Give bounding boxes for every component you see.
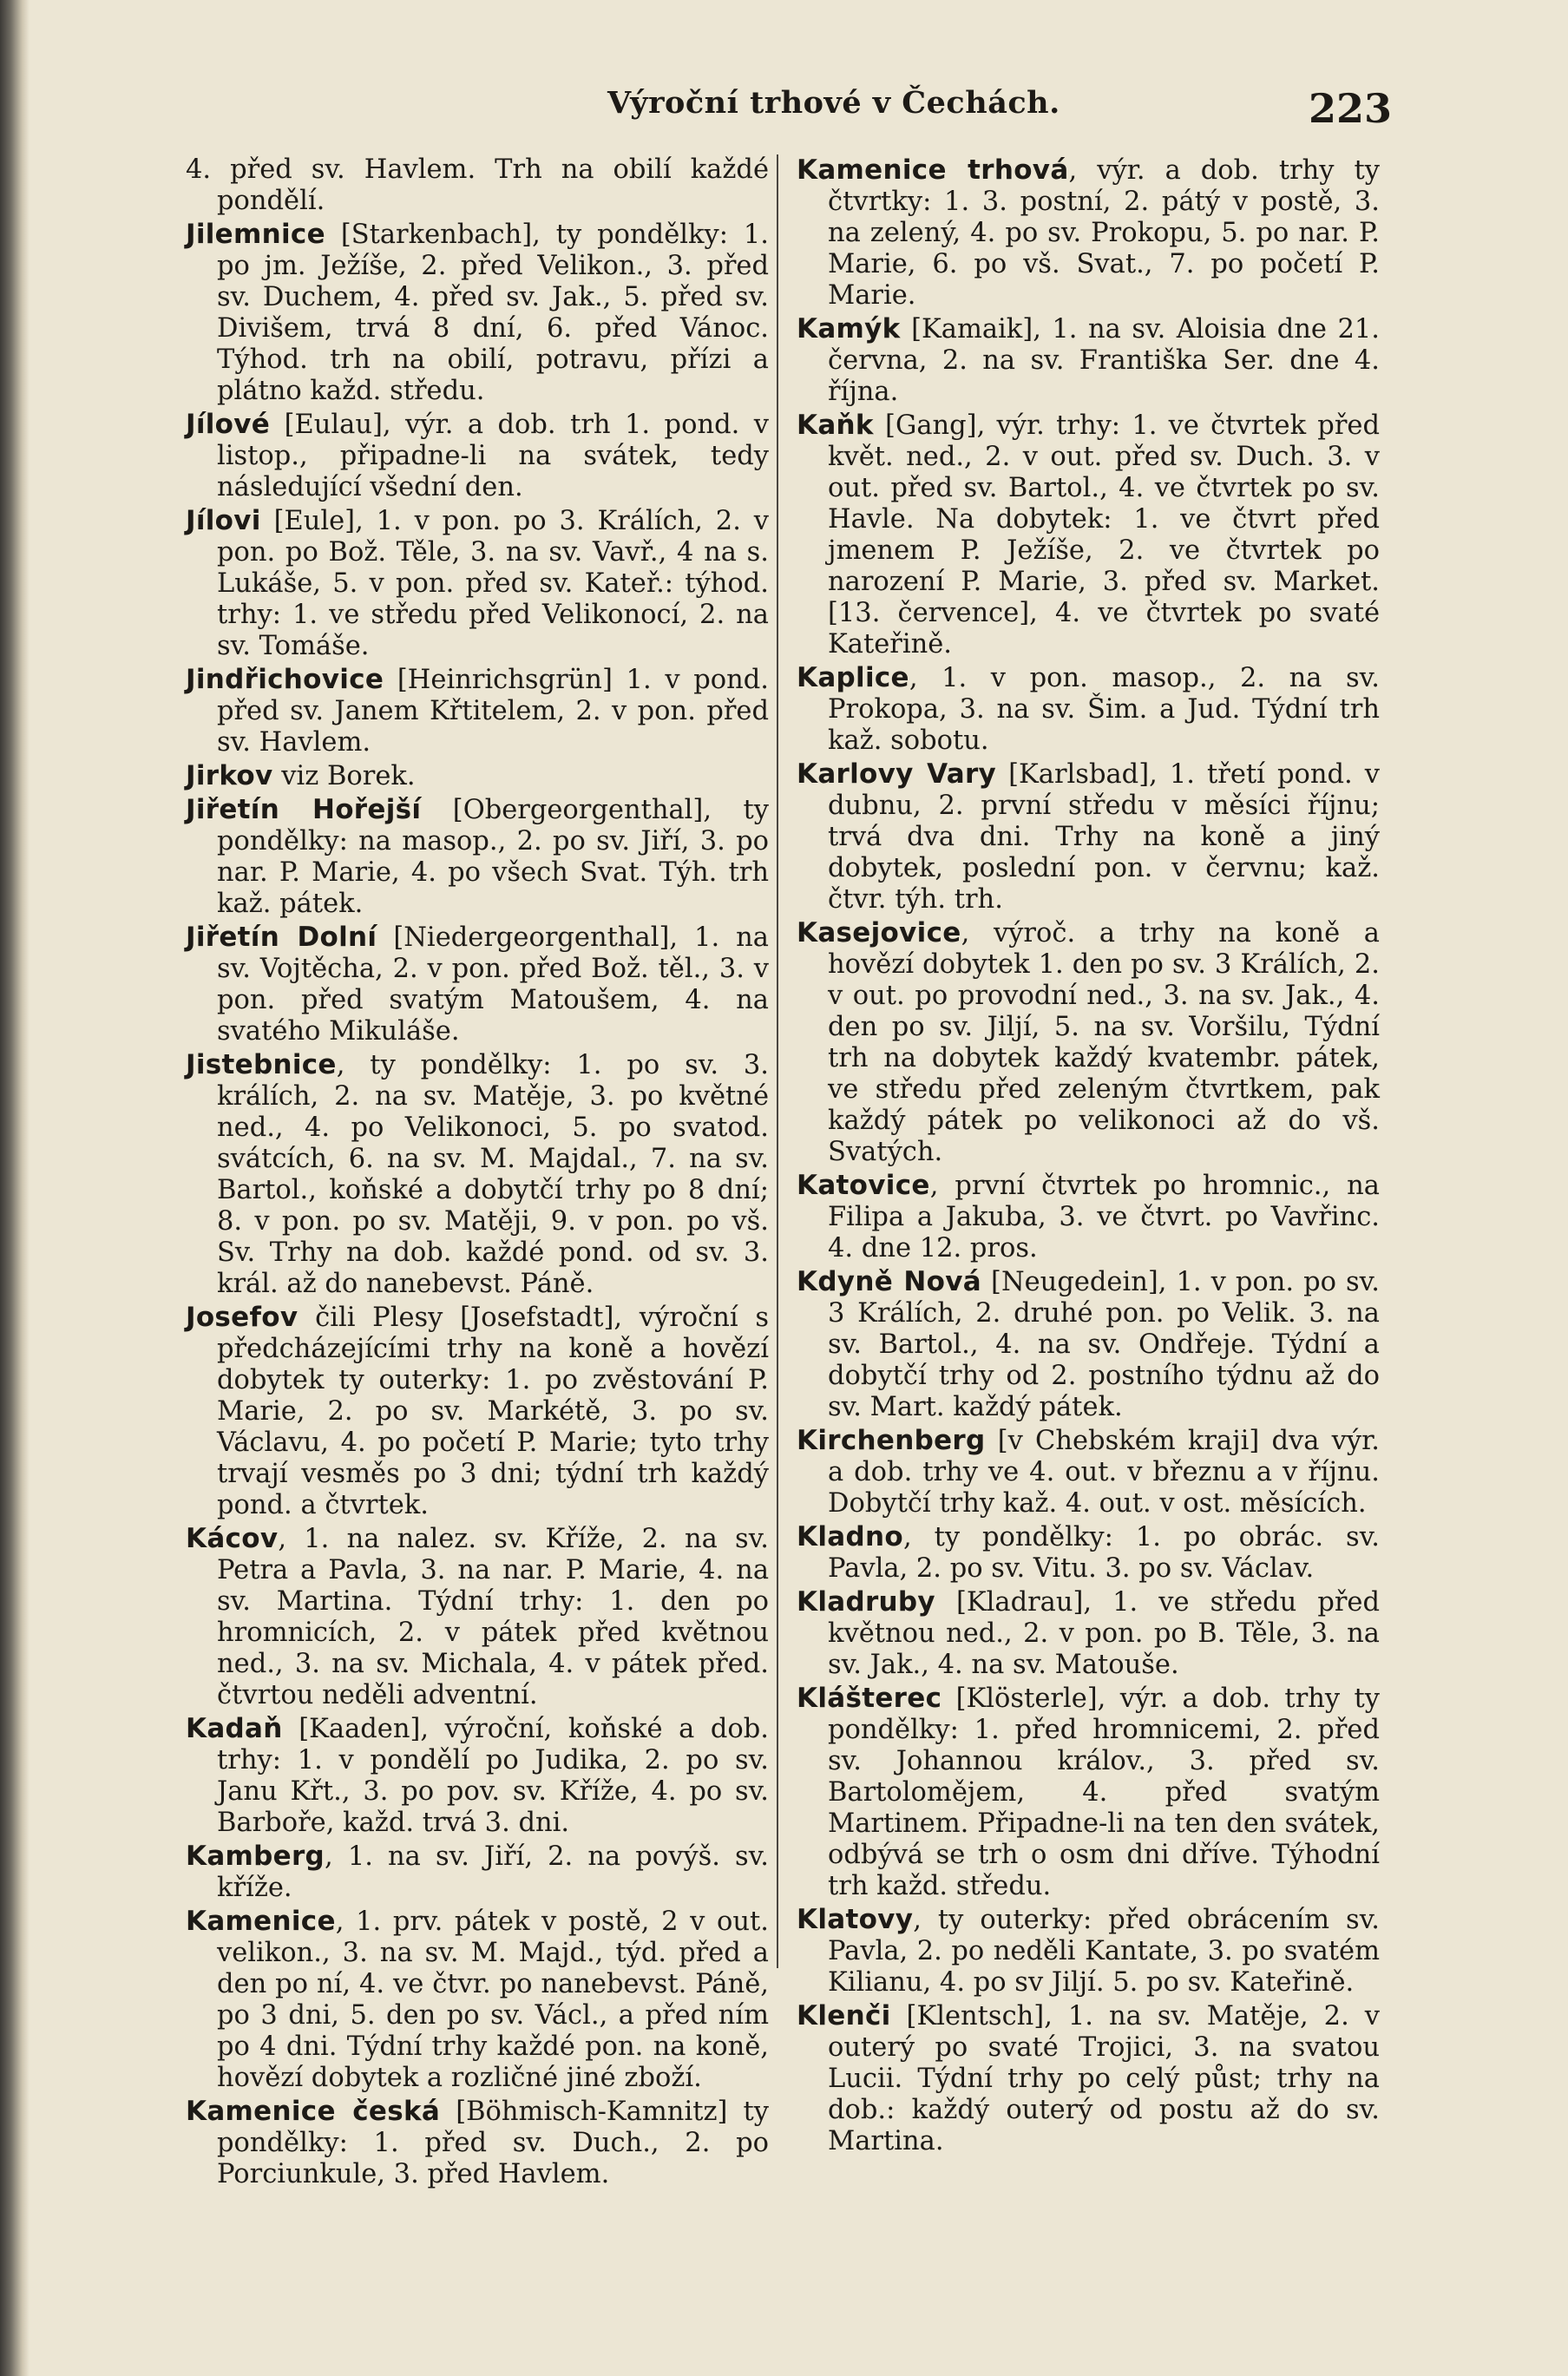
gazetteer-entry — [186, 794, 769, 920]
entry-text: [Kamaik], 1. na sv. Aloisia dne 21. června, 2. na sv. Františka Ser. dne 4. října. — [828, 314, 1380, 407]
entry-headword: Kladruby — [797, 1586, 935, 1618]
entry-headword: Kamenice trhová — [797, 154, 1069, 186]
entry-text: čili Plesy [Josefstadt], výroční s předcházejícími trhy na koně a hovězí dobytek ty outerky: 1. po zvěstování P. Marie, 2. po sv. Markétě, 3. po sv. Václavu, 4. po početí P. Marie; tyto trhy trvají vesměs po 3 dni; týdní trh každý pond. a čtvrtek. — [217, 1303, 769, 1520]
page-binding-edge — [0, 0, 30, 2376]
gazetteer-entry — [797, 1170, 1380, 1264]
gazetteer-entry — [797, 313, 1380, 408]
entry-headword: Jindřichovice — [186, 664, 384, 695]
page-number: 223 — [1309, 85, 1393, 132]
entry-headword: Jiřetín Dolní — [186, 922, 377, 953]
entry-headword: Jílové — [186, 409, 271, 440]
entry-text: , 1. v pon. masop., 2. na sv. Prokopa, 3. na sv. Šim. a Jud. Týdní trh kaž. sobotu. — [828, 663, 1380, 756]
gazetteer-entry — [797, 662, 1380, 757]
entry-text: , první čtvrtek po hromnic., na Filipa a Jakuba, 3. ve čtvrt. po Vavřinc. 4. dne 12. pros. — [828, 1171, 1380, 1263]
gazetteer-entry — [186, 409, 769, 503]
entry-text: [v Chebském kraji] dva výr. a dob. trhy ve 4. out. v březnu a v říjnu. Dobytčí trhy kaž. 4. out. v ost. měsících. — [828, 1426, 1380, 1519]
right-column — [797, 154, 1380, 2159]
entry-headword: Klenči — [797, 2000, 891, 2031]
entry-text: [Gang], výr. trhy: 1. ve čtvrtek před květ. ned., 2. v out. před sv. Duch. 3. v out. před sv. Bartol., 4. ve čtvrtek po sv. Havle. Na dobytek: 1. ve čtvrt před jmenem P. Ježíše, 2. ve čtvrtek po narození P. Marie, 3. před sv. Market. [13. července], 4. ve čtvrtek po svaté Kateřině. — [828, 410, 1380, 660]
entry-headword: Kácov — [186, 1523, 279, 1554]
entry-headword: Jirkov — [186, 760, 273, 791]
gazetteer-entry — [186, 219, 769, 407]
entry-headword: Kamýk — [797, 313, 901, 345]
gazetteer-entry — [797, 2000, 1380, 2157]
gazetteer-entry — [797, 1266, 1380, 1423]
gazetteer-entry — [797, 917, 1380, 1168]
entry-text: [Böhmisch-Kamnitz] ty pondělky: 1. před sv. Duch., 2. po Porciunkule, 3. před Havlem. — [217, 2097, 769, 2189]
entry-text: , ty pondělky: 1. po sv. 3. králích, 2. na sv. Matěje, 3. po květné ned., 4. po Velikonoci, 5. po svatod. svátcích, 6. na sv. M. Majdal., 7. na sv. Bartol., koňské a dobytčí trhy po 8 dní; 8. v pon. po sv. Matěji, 9. v pon. po vš. Sv. Trhy na dob. každé pond. od sv. 3. král. až do nanebevst. Páně. — [217, 1050, 769, 1299]
entry-text: [Eule], 1. v pon. po 3. Králích, 2. v pon. po Bož. Těle, 3. na sv. Vavř., 4 na s. Lukáše, 5. v pon. před sv. Kateř.: týhod. trhy: 1. ve středu před Velikonocí, 2. na sv. Tomáše. — [217, 506, 769, 661]
entry-headword: Jilemnice — [186, 219, 325, 250]
entry-headword: Kirchenberg — [797, 1425, 986, 1456]
gazetteer-entry — [797, 1904, 1380, 1999]
gazetteer-entry — [186, 154, 769, 217]
entry-headword: Klatovy — [797, 1904, 914, 1935]
entry-text: [Klentsch], 1. na sv. Matěje, 2. v outerý po svaté Trojici, 3. na svatou Lucii. Týdní trhy po celý půst; trhy na dob.: každý outerý od postu až do sv. Martina. — [828, 2001, 1380, 2156]
entry-text: [Obergeorgenthal], ty pondělky: na masop., 2. po sv. Jiří, 3. po nar. P. Marie, 4. po všech Svat. Týh. trh kaž. pátek. — [217, 795, 769, 919]
entry-text: [Eulau], výr. a dob. trh 1. pond. v listop., připadne-li na svátek, tedy následující všední den. — [217, 410, 769, 502]
entry-headword: Kamenice — [186, 1906, 336, 1937]
gazetteer-entry — [797, 1425, 1380, 1519]
entry-text: [Kladrau], 1. ve středu před květnou ned., 2. v pon. po B. Těle, 3. na sv. Jak., 4. na sv. Matouše. — [828, 1587, 1380, 1680]
entry-headword: Kladno — [797, 1521, 903, 1552]
entry-text: [Neugedein], 1. v pon. po sv. 3 Králích, 2. druhé pon. po Velik. 3. na sv. Bartol., 4. na sv. Ondřeje. Týdní a dobytčí trhy od 2. postního týdnu až do sv. Mart. každý pátek. — [828, 1267, 1380, 1422]
running-title: Výroční trhové v Čechách. — [607, 85, 1060, 121]
entry-text: [Karlsbad], 1. třetí pond. v dubnu, 2. první středu v měsíci říjnu; trvá dva dni. Trhy na koně a jiný dobytek, poslední pon. v červnu; kaž. čtvr. týh. trh. — [828, 759, 1381, 915]
gazetteer-entry — [186, 2096, 769, 2190]
entry-headword: Karlovy Vary — [797, 758, 997, 790]
entry-headword: Kasejovice — [797, 917, 961, 948]
gazetteer-entry — [797, 758, 1380, 916]
gazetteer-entry — [186, 505, 769, 662]
entry-text: , výroč. a trhy na koně a hovězí dobytek 1. den po sv. 3 Králích, 2. v out. po provodní ned., 3. na sv. Jak., 4. den po sv. Jiljí, 5. na sv. Voršilu, Týdní trh na dobytek každý kvatembr. pátek, ve středu před zeleným čtvrtkem, pak každý pátek po velikonoci až do vš. Svatých. — [828, 918, 1380, 1167]
gazetteer-entry — [186, 1713, 769, 1839]
entry-headword: Klášterec — [797, 1683, 942, 1714]
gazetteer-entry — [797, 410, 1380, 660]
entry-headword: Kadaň — [186, 1713, 283, 1744]
gazetteer-entry — [797, 1586, 1380, 1681]
entry-text: [Niedergeorgenthal], 1. na sv. Vojtěcha, 2. v pon. před Bož. těl., 3. v pon. před svatým Matoušem, 4. na svatého Mikuláše. — [217, 922, 769, 1047]
gazetteer-entry — [186, 1841, 769, 1904]
entry-text: [Starkenbach], ty pondělky: 1. po jm. Ježíše, 2. před Velikon., 3. před sv. Duchem, 4. před sv. Jak., 5. před sv. Divišem, trvá 8 dní, 6. před Vánoc. Týhod. trh na obilí, potravu, přízi a plátno každ. středu. — [217, 220, 769, 406]
entry-text: , ty pondělky: 1. po obrác. sv. Pavla, 2. po sv. Vitu. 3. po sv. Václav. — [828, 1522, 1380, 1584]
gazetteer-entry — [797, 1683, 1380, 1902]
entry-text: viz Borek. — [272, 761, 416, 791]
entry-headword: Katovice — [797, 1170, 930, 1201]
entry-headword: Kaňk — [797, 410, 874, 441]
entry-headword: Jiřetín Hořejší — [186, 794, 422, 825]
gazetteer-entry — [797, 1521, 1380, 1585]
entry-text: , výr. a dob. trhy ty čtvrtky: 1. 3. postní, 2. pátý v postě, 3. na zelený, 4. po sv. Prokopu, 5. po nar. P. Marie, 6. po vš. Svat., 7. po početí P. Marie. — [828, 155, 1380, 311]
gazetteer-entry — [186, 922, 769, 1047]
entry-headword: Jílovi — [186, 505, 261, 536]
gazetteer-entry — [186, 760, 769, 792]
left-column — [186, 154, 769, 2192]
gazetteer-entry — [186, 664, 769, 758]
entry-text: , 1. na sv. Jiří, 2. na povýš. sv. kříže. — [217, 1841, 769, 1903]
entry-headword: Kaplice — [797, 662, 909, 693]
entry-headword: Josefov — [186, 1302, 299, 1333]
entry-headword: Kdyně Nová — [797, 1266, 982, 1297]
entry-text: [Kaaden], výroční, koňské a dob. trhy: 1. v pondělí po Judika, 2. po sv. Janu Křt., 3. po pov. sv. Kříže, 4. po sv. Barboře, každ. trvá 3. dni. — [217, 1714, 769, 1838]
entry-headword: Kamberg — [186, 1841, 325, 1872]
gazetteer-entry — [186, 1523, 769, 1711]
entry-text: 4. před sv. Havlem. Trh na obilí každé pondělí. — [186, 154, 769, 216]
entry-text: , 1. na nalez. sv. Kříže, 2. na sv. Petra a Pavla, 3. na nar. P. Marie, 4. na sv. Martina. Týdní trhy: 1. den po hromnicích, 2. v pátek před květnou ned., 3. na sv. Michala, 4. v pátek před. čtvrtou neděli adventní. — [217, 1524, 769, 1710]
gazetteer-entry — [186, 1906, 769, 2094]
gazetteer-entry — [186, 1049, 769, 1300]
entry-headword: Kamenice česká — [186, 2096, 441, 2127]
entry-text: [Klösterle], výr. a dob. trhy ty pondělky: 1. před hromnicemi, 2. před sv. Johannou králov., 3. před sv. Bartolomějem, 4. před svatým Martinem. Připadne-li na ten den svátek, odbývá se trh o osm dni dříve. Týhodní trh každ. středu. — [828, 1684, 1380, 1901]
entry-text: , ty outerky: před obrácením sv. Pavla, 2. po neděli Kantate, 3. po svatém Kilianu, 4. po sv Jiljí. 5. po sv. Kateřině. — [828, 1905, 1380, 1998]
gazetteer-entry — [797, 154, 1380, 312]
entry-text: , 1. prv. pátek v postě, 2 v out. velikon., 3. na sv. M. Majd., týd. před a den po ní, 4. ve čtvr. po nanebevst. Páně, po 3 dni, 5. den po sv. Václ., a před ním po 4 dni. Týdní trhy každé pon. na koně, hovězí dobytek a rozličné jiné zboží. — [217, 1907, 769, 2093]
gazetteer-entry — [186, 1302, 769, 1521]
entry-headword: Jistebnice — [186, 1049, 337, 1080]
column-divider — [777, 154, 778, 1968]
entry-text: [Heinrichsgrün] 1. v pond. před sv. Janem Křtitelem, 2. v pon. před sv. Havlem. — [217, 665, 769, 758]
